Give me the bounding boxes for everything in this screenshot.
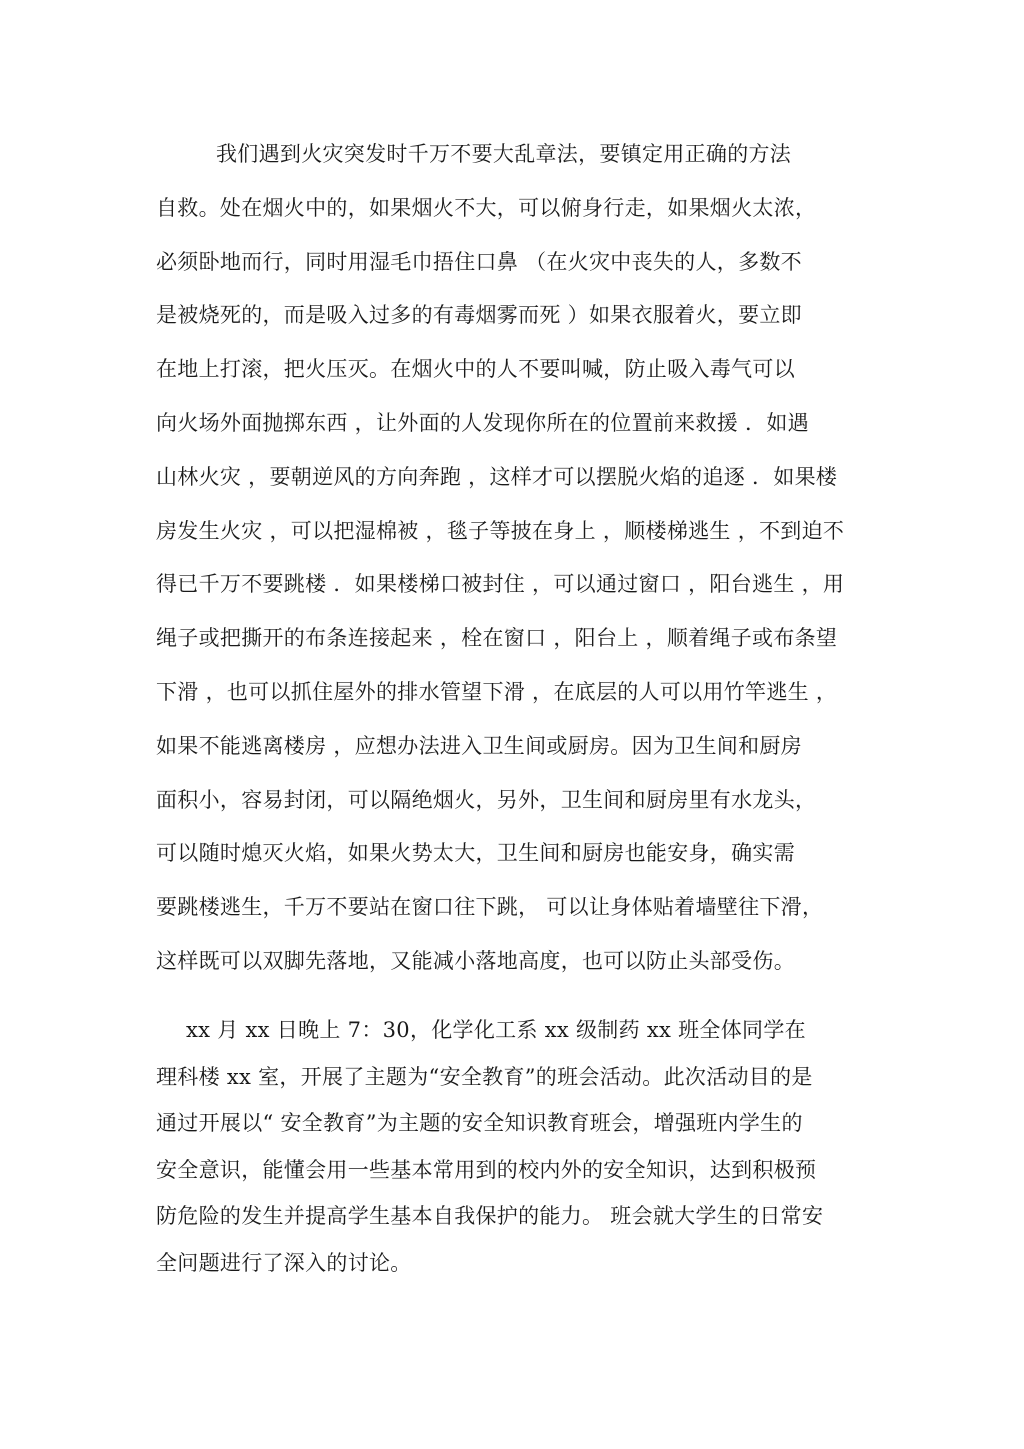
text-line: 如果不能逃离楼房 ，应想办法进入卫生间或厨房。因为卫生间和厨房	[156, 733, 802, 758]
paragraph-fire-safety	[156, 141, 876, 1002]
text-line: 向火场外面抛掷东西 ，让外面的人发现你所在的位置前来救援 ．如遇	[156, 410, 809, 435]
text-line: 是被烧死的，而是吸入过多的有毒烟雾而死 ）如果衣服着火，要立即	[156, 303, 802, 328]
text-line: 绳子或把撕开的布条连接起来 ，栓在窗口 ，阳台上 ，顺着绳子或布条望	[156, 626, 838, 651]
text-line: 这样既可以双脚先落地，又能减小落地高度，也可以防止头部受伤。	[156, 948, 795, 973]
text-line: 全问题进行了深入的讨论。	[156, 1250, 412, 1275]
text-line: 必须卧地而行，同时用湿毛巾捂住口鼻 （在火灾中丧失的人，多数不	[156, 249, 802, 274]
text-line: 面积小，容易封闭，可以隔绝烟火，另外，卫生间和厨房里有水龙头，	[156, 787, 817, 812]
paragraph-class-meeting	[156, 1017, 876, 1297]
text-line: 在地上打滚，把火压灭。在烟火中的人不要叫喊，防止吸入毒气可以	[156, 357, 795, 382]
text-line: 自救。处在烟火中的，如果烟火不大，可以俯身行走，如果烟火太浓，	[156, 195, 817, 220]
text-line: 安全意识，能懂会用一些基本常用到的校内外的安全知识，达到积极预	[156, 1157, 817, 1182]
text-line: 防危险的发生并提高学生基本自我保护的能力。 班会就大学生的日常安	[156, 1204, 824, 1229]
text-line: 我们遇到火灾突发时千万不要大乱章法，要镇定用正确的方法	[216, 142, 792, 166]
text-line: 房发生火灾 ，可以把湿棉被 ，毯子等披在身上 ，顺楼梯逃生 ，不到迫不	[156, 518, 845, 543]
text-line: xx 月 xx 日晚上 7：30，化学化工系 xx 级制药 xx 班全体同学在	[186, 1018, 806, 1042]
text-line: 要跳楼逃生，千万不要站在窗口往下跳， 可以让身体贴着墙壁往下滑，	[156, 895, 824, 920]
text-line: 理科楼 xx 室，开展了主题为“安全教育”的班会活动。此次活动目的是	[156, 1064, 813, 1089]
text-line: 得已千万不要跳楼 ．如果楼梯口被封住 ，可以通过窗口 ，阳台逃生 ，用	[156, 572, 845, 597]
text-line: 可以随时熄灭火焰，如果火势太大，卫生间和厨房也能安身，确实需	[156, 841, 795, 866]
text-line: 山林火灾 ，要朝逆风的方向奔跑 ，这样才可以摆脱火焰的追逐 ．如果楼	[156, 464, 838, 489]
text-line: 下滑 ，也可以抓住屋外的排水管望下滑 ，在底层的人可以用竹竿逃生 ，	[156, 679, 838, 704]
text-line: 通过开展以“ 安全教育”为主题的安全知识教育班会，增强班内学生的	[156, 1111, 803, 1136]
